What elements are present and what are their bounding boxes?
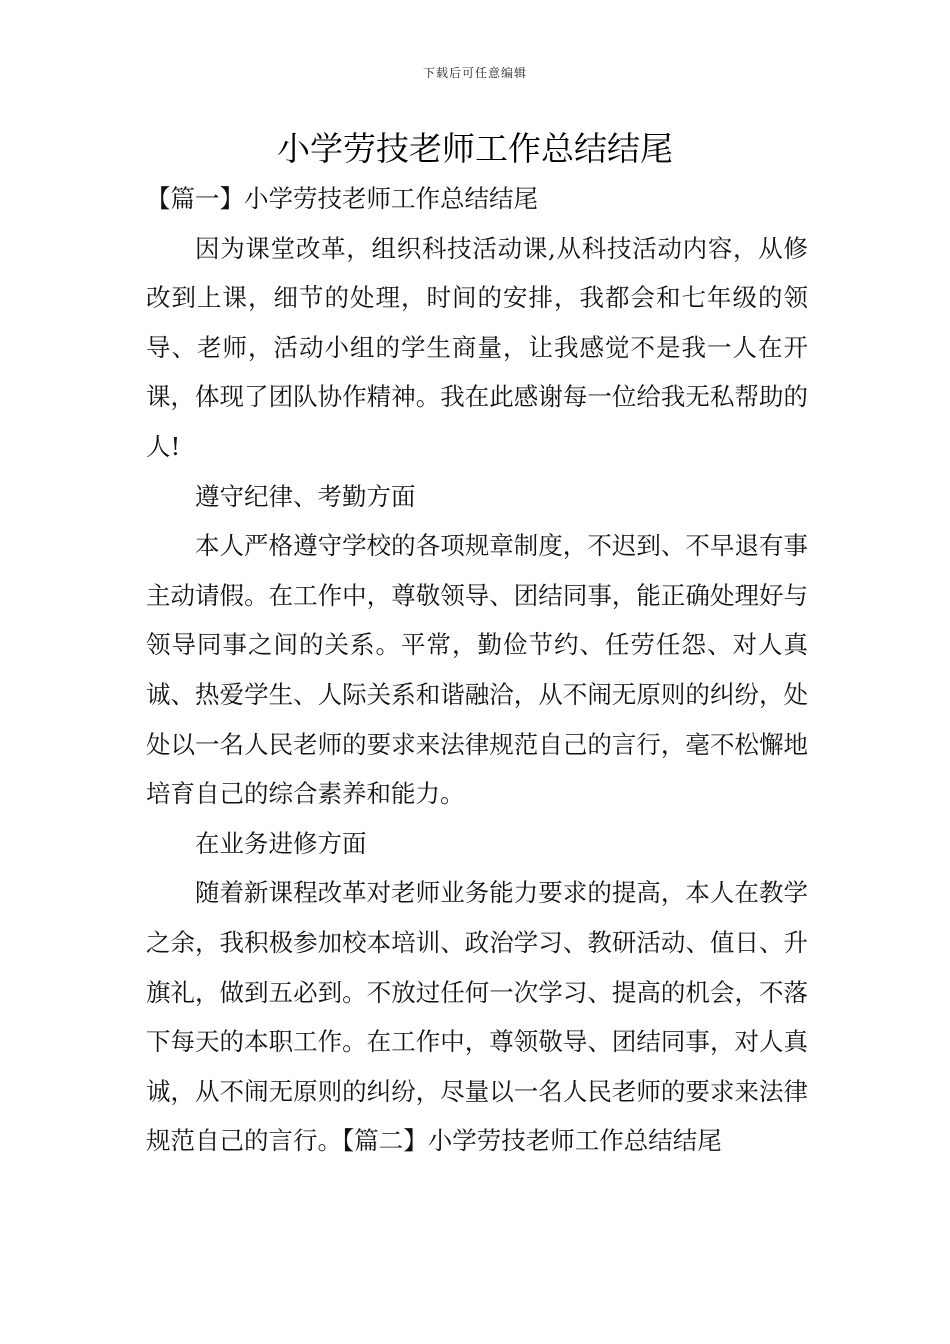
paragraph-professional-development: 随着新课程改革对老师业务能力要求的提高，本人在教学之余，我积极参加校本培训、政治学习、教研活动、值日、升旗礼，做到五必到。不放过任何一次学习、提高的机会，不落下每天的本职工作。在工作中，尊领敬导、团结同事，对人真诚，从不闹无原则的纠纷，尽量以一名人民老师的要求来法律规范自己的言行。【篇二】小学劳技老师工作总结结尾 [146,878,808,1156]
paragraph-teamwork: 因为课堂改革，组织科技活动课,从科技活动内容，从修改到上课，细节的处理，时间的安排，我都会和七年级的领导、老师，活动小组的学生商量，让我感觉不是我一人在开课，体现了团队协作精神。我在此感谢每一位给我无私帮助的人! [146,233,808,461]
document-title: 小学劳技老师工作总结结尾 [277,129,673,168]
paragraph-discipline: 本人严格遵守学校的各项规章制度，不迟到、不早退有事主动请假。在工作中，尊敬领导、团结同事，能正确处理好与领导同事之间的关系。平常，勤俭节约、任劳任怨、对人真诚、热爱学生、人际关系和谐融洽，从不闹无原则的纠纷，处处以一名人民老师的要求来法律规范自己的言行，毫不松懈地培育自己的综合素养和能力。 [146,531,808,809]
header-note: 下载后可任意编辑 [422,66,527,80]
subheading-professional-development: 在业务进修方面 [195,828,367,858]
section-one-label: 【篇一】小学劳技老师工作总结结尾 [146,184,538,213]
document-body [146,174,808,1166]
subheading-discipline: 遵守纪律、考勤方面 [195,481,416,511]
